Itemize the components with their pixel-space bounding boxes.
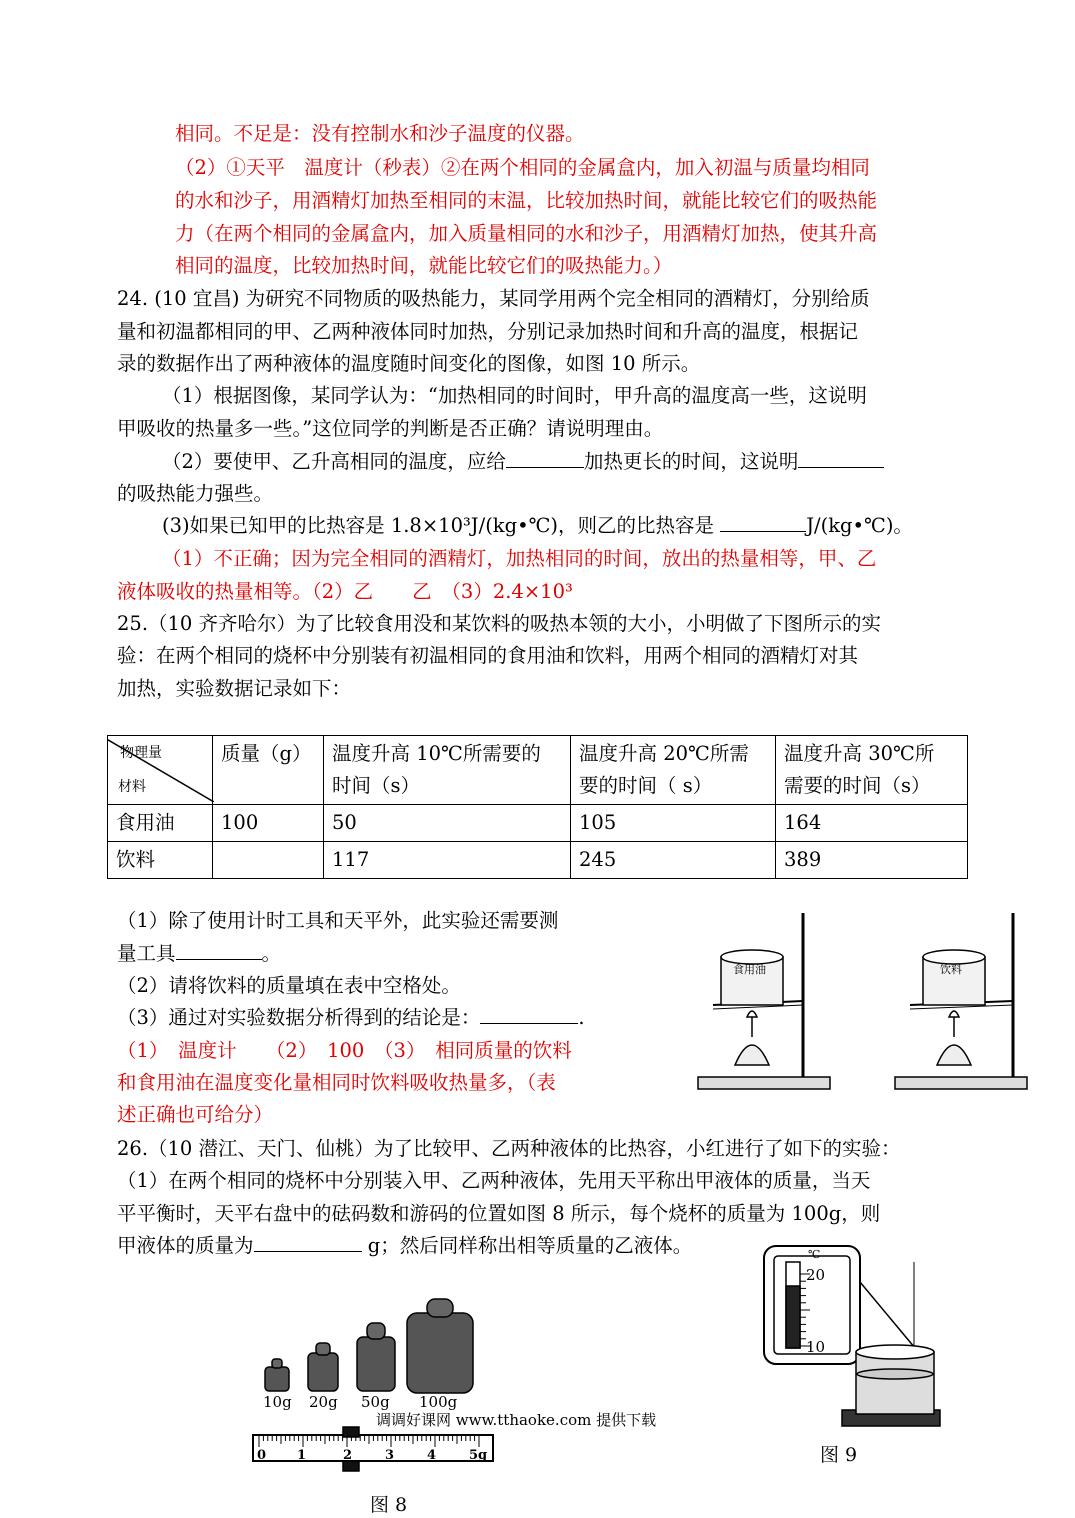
- q25-answer: 述正确也可给分）: [117, 1103, 274, 1126]
- table-cell: 389: [776, 842, 968, 879]
- q25-line: 验：在两个相同的烧杯中分别装有初温相同的食用油和饮料，用两个相同的酒精灯对其: [117, 644, 859, 667]
- answer-line: 的水和沙子，用酒精灯加热至相同的末温，比较加热时间，就能比较它们的吸热能: [175, 189, 878, 212]
- answer-blank[interactable]: [176, 939, 262, 960]
- table-header: [324, 736, 571, 805]
- header-text: 温度升高 10℃所需要的: [332, 742, 541, 765]
- figure-caption: 图 9: [820, 1444, 858, 1466]
- header-text: 时间（s）: [332, 774, 421, 797]
- q24-line: 24. (10 宜昌) 为研究不同物质的吸热能力，某同学用两个完全相同的酒精灯，分别给质: [117, 287, 870, 310]
- scale-label: 20: [806, 1266, 826, 1284]
- weight-label: 100g: [419, 1393, 458, 1411]
- corner-top-label: 物理量: [120, 745, 162, 761]
- q25-line: 加热，实验数据记录如下：: [117, 677, 352, 700]
- weight-label: 20g: [309, 1393, 338, 1411]
- q25-answer: （1） 温度计 （2） 100 （3） 相同质量的饮料: [117, 1039, 572, 1062]
- corner-bottom-label: 材料: [118, 779, 146, 795]
- q25-line: 25.（10 齐齐哈尔）为了比较食用没和某饮料的吸热本领的大小，小明做了下图所示的实: [117, 612, 882, 635]
- q25-sub3-text: （3）通过对实验数据分析得到的结论是：: [117, 1006, 481, 1029]
- q24-part1: （1）根据图像，某同学认为：“加热相同的时间时，甲升高的温度高一些，这说明: [162, 384, 867, 407]
- table-cell: 164: [776, 805, 968, 842]
- q24-part2: [162, 446, 884, 478]
- table-corner-cell: [108, 736, 213, 805]
- table-cell: 50: [324, 805, 571, 842]
- watermark: 调调好课网 www.tthaoke.com 提供下载: [376, 1411, 657, 1429]
- table-cell: 105: [571, 805, 776, 842]
- heating-apparatus-figure: [695, 905, 1035, 1095]
- q26-line: [117, 1230, 692, 1262]
- q26-text: 甲液体的质量为: [117, 1234, 254, 1257]
- weight-label: 10g: [263, 1393, 292, 1411]
- header-text: 质量（g）: [221, 742, 312, 765]
- table-cell: 饮料: [108, 842, 213, 879]
- q26-text: g；然后同样称出相等质量的乙液体。: [361, 1234, 693, 1257]
- q26-line: 平平衡时，天平右盘中的砝码数和游码的位置如图 8 所示，每个烧杯的质量为 100g，则: [117, 1202, 881, 1225]
- q24-part2: 的吸热能力强些。: [117, 482, 274, 505]
- beaker-label: 食用油: [733, 963, 766, 976]
- q25-sub2: （2）请将饮料的质量填在表中空格处。: [117, 974, 461, 997]
- header-text: 温度升高 30℃所: [784, 742, 935, 765]
- table-row: [108, 805, 968, 842]
- beaker-label: 饮料: [940, 963, 962, 976]
- table-cell: 食用油: [108, 805, 213, 842]
- table-row: [108, 842, 968, 879]
- table-header: [776, 736, 968, 805]
- ruler-label: 1: [297, 1448, 307, 1463]
- q25-sub3-text: .: [578, 1006, 585, 1029]
- answer-line: 力（在两个相同的金属盒内，加入质量相同的水和沙子，用酒精灯加热，使其升高: [175, 222, 878, 245]
- answer-blank[interactable]: [480, 1003, 578, 1024]
- q24-part3-text: J/(kg•℃)。: [806, 514, 913, 537]
- header-text: 要的时间（ s）: [579, 774, 713, 797]
- ruler-label: 2: [343, 1448, 353, 1463]
- q24-part3: [162, 510, 913, 542]
- q26-line: （1）在两个相同的烧杯中分别装入甲、乙两种液体，先用天平称出甲液体的质量，当天: [117, 1169, 871, 1192]
- scale-label: 10: [806, 1338, 826, 1356]
- q24-line: 录的数据作出了两种液体的温度随时间变化的图像，如图 10 所示。: [117, 352, 701, 375]
- q25-sub3: [117, 1002, 585, 1034]
- q24-part1: 甲吸收的热量多一些。”这位同学的判断是否正确？请说明理由。: [117, 417, 664, 440]
- table-cell: 117: [324, 842, 571, 879]
- answer-blank[interactable]: [720, 511, 806, 532]
- answer-blank[interactable]: [798, 447, 884, 468]
- table-header: [571, 736, 776, 805]
- table-cell[interactable]: [213, 842, 324, 879]
- q24-answer: （1）不正确；因为完全相同的酒精灯，加热相同的时间，放出的热量相等，甲、乙: [162, 547, 877, 570]
- answer-line: （2）①天平 温度计（秒表）②在两个相同的金属盒内，加入初温与质量均相同: [175, 156, 870, 179]
- q24-part2-text: 加热更长的时间，这说明: [583, 450, 799, 473]
- data-table: [107, 735, 968, 879]
- weight-label: 50g: [361, 1393, 390, 1411]
- weights-figure: [245, 1295, 505, 1485]
- ruler-label: 3: [385, 1448, 395, 1463]
- q26-line: 26.（10 潜江、天门、仙桃）为了比较甲、乙两种液体的比热容，小红进行了如下的实验：: [117, 1137, 901, 1160]
- q25-sub1: [117, 938, 281, 970]
- ruler-label: 5g: [469, 1448, 488, 1463]
- unit-label: ℃: [808, 1248, 821, 1261]
- table-cell: 245: [571, 842, 776, 879]
- q25-sub1: （1）除了使用计时工具和天平外，此实验还需要测: [117, 909, 559, 932]
- q24-part2-text: （2）要使甲、乙升高相同的温度，应给: [162, 450, 506, 473]
- q24-line: 量和初温都相同的甲、乙两种液体同时加热，分别记录加热时间和升高的温度，根据记: [117, 320, 859, 343]
- answer-line: 相同。不足是：没有控制水和沙子温度的仪器。: [175, 122, 585, 145]
- q25-sub1-text: 。: [261, 942, 282, 965]
- figure-caption: 图 8: [370, 1494, 408, 1516]
- header-text: 需要的时间（s）: [784, 774, 931, 797]
- answer-blank[interactable]: [254, 1231, 362, 1252]
- ruler-label: 4: [427, 1448, 437, 1463]
- q24-answer: 液体吸收的热量相等。（2）乙 乙 （3）2.4×10³: [117, 580, 573, 603]
- ruler-label: 0: [257, 1448, 267, 1463]
- q25-answer: 和食用油在温度变化量相同时饮料吸收热量多，（表: [117, 1071, 556, 1094]
- q25-sub1-text: 量工具: [117, 942, 176, 965]
- table-header: [213, 736, 324, 805]
- thermometer-figure: [760, 1242, 950, 1432]
- table-cell: 100: [213, 805, 324, 842]
- answer-line: 相同的温度，比较加热时间，就能比较它们的吸热能力。）: [175, 254, 673, 277]
- q24-part3-text: (3)如果已知甲的比热容是 1.8×10³J/(kg•℃)，则乙的比热容是: [162, 514, 721, 537]
- answer-blank[interactable]: [506, 447, 584, 468]
- header-text: 温度升高 20℃所需: [579, 742, 749, 765]
